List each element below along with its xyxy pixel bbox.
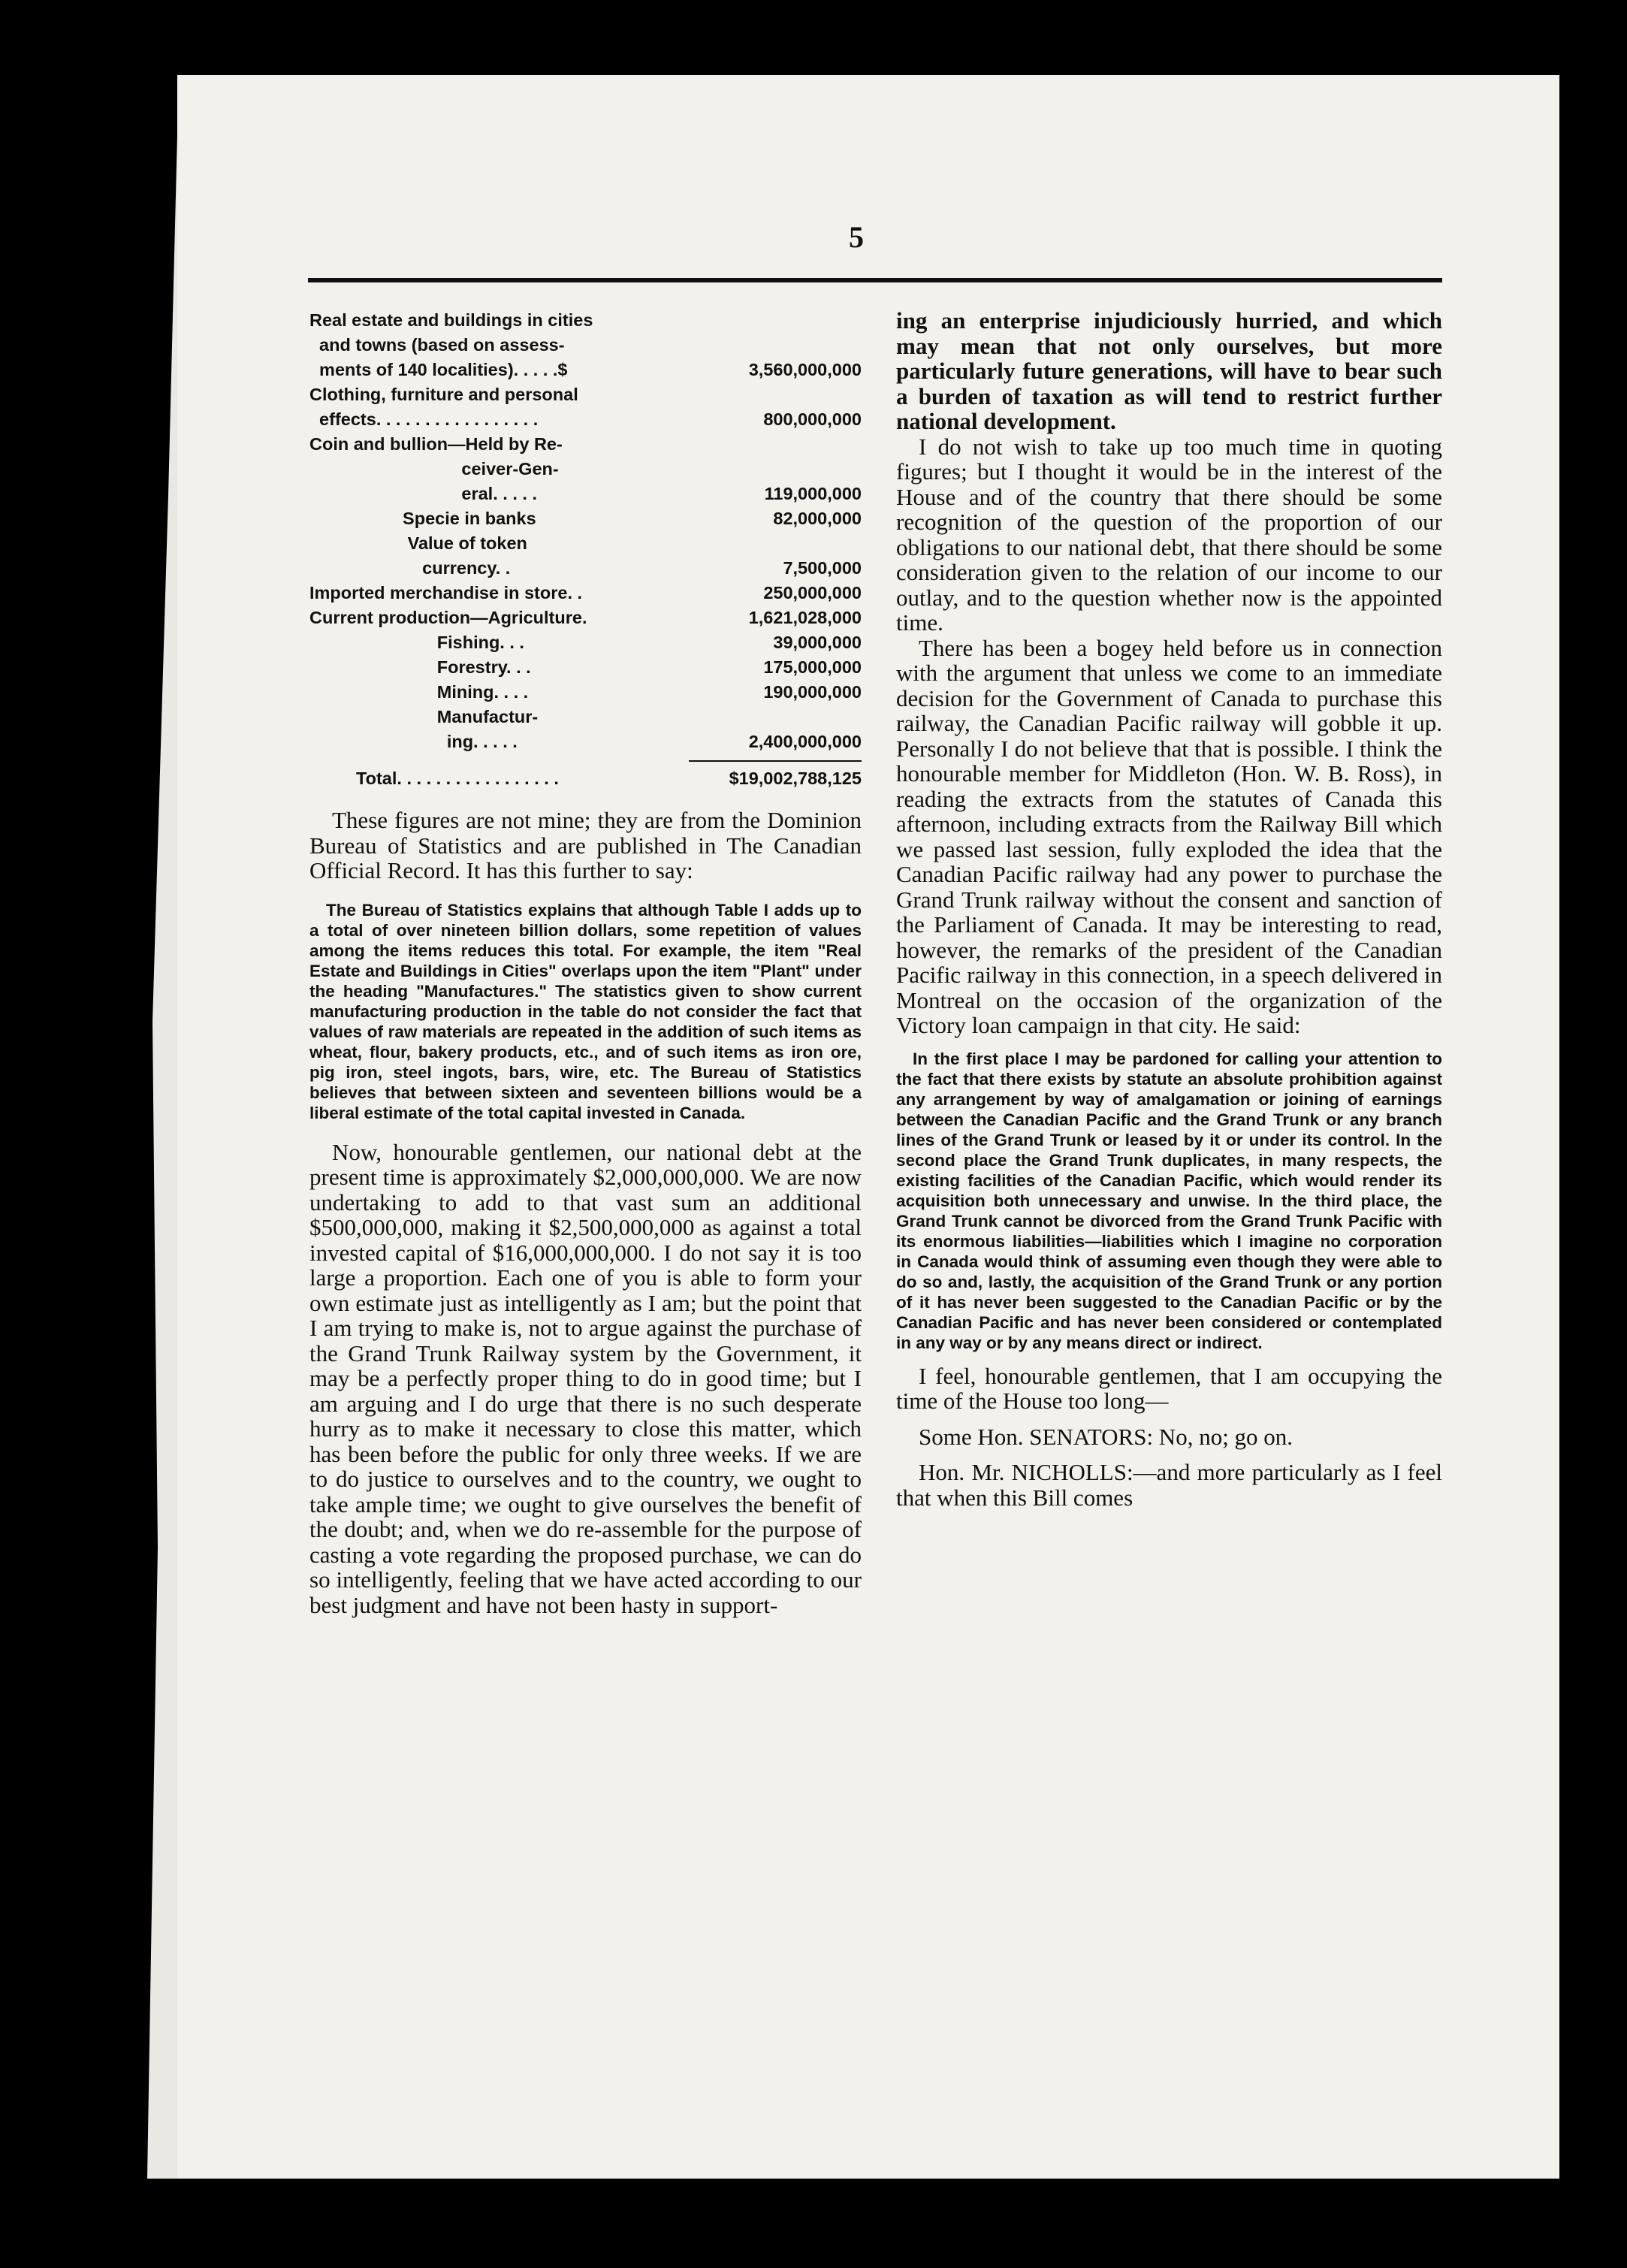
ledger-row-label: Current production—Agriculture. [309, 608, 587, 627]
ledger-row [309, 556, 862, 581]
bureau-statistics-quote: The Bureau of Statistics explains that although Table I adds up to a total of over nineteen billion dollars, some repetition of values among the items reduces this total. For example, the item "Real Estate and Buildings in Cities" overlaps upon the item "Plant" under the heading "Manufactures." The statistics given to show current manufacturing production in the table do not consider the fact that values of raw materials are repeated in the addition of such items as wheat, flour, bakery products, etc., and of such items as iron ore, pig iron, steel ingots, bars, wire, etc. The Bureau of Statistics believes that between sixteen and seventeen billions would be a liberal estimate of the total capital invested in Canada. [309, 900, 862, 1122]
sum-rule [689, 760, 862, 762]
ledger-row-amount: 800,000,000 [763, 409, 862, 429]
ledger-row [309, 680, 862, 705]
ledger-row [309, 457, 862, 482]
ledger-row-label: Specie in banks [309, 509, 536, 528]
ledger-row [309, 531, 862, 556]
left-paragraph: Now, honourable gentlemen, our national debt at the present time is approximately $2,000,000,000. We are now undertaking to add to that vast sum an additional $500,000,000, making it $2,500,000,000 as against a total invested capital of $16,000,000,000. I do not say it is too large a proportion. Each one of you is able to form your own estimate just as intelligently as I am; but the point that I am trying to make is, not to argue against the purchase of the Grand Trunk Railway system by the Government, it may be a perfectly proper thing to do in good time; but I am arguing and I do urge that there is no such desperate hurry as to make it necessary to close this matter, which has been before the public for only three weeks. If we are to do justice to ourselves and to the country, we ought to take ample time; we ought to give ourselves the benefit of the doubt; and, when we do re-assemble for the purpose of casting a vote regarding the proposed purchase, we can do so intelligently, feeling that we have acted according to our best judgment and have not been hasty in support- [309, 1138, 862, 1618]
ledger-row [309, 482, 862, 506]
ledger-row-label: Forestry. . . [309, 657, 531, 677]
right-paragraph: I feel, honourable gentlemen, that I am occupying the time of the House too long— [896, 1362, 1442, 1414]
ledger-row-amount: 82,000,000 [773, 509, 862, 528]
right-column [896, 308, 1442, 1510]
ledger-row [309, 506, 862, 531]
ledger-row-label: Coin and bullion—Held by Re- [309, 434, 563, 454]
left-column [309, 308, 862, 1617]
page-number: 5 [849, 220, 864, 254]
ledger-row [309, 308, 862, 333]
ledger-row-amount: 190,000,000 [763, 682, 862, 702]
ledger-row [309, 358, 862, 382]
ledger-row [309, 655, 862, 680]
ledger-row-amount: 175,000,000 [763, 657, 862, 677]
ledger-row-amount: 119,000,000 [764, 484, 862, 503]
ledger-row-label: ceiver-Gen- [309, 459, 559, 479]
ledger-row-label: Fishing. . . [309, 633, 524, 652]
ledger-row-label: Manufactur- [309, 707, 539, 726]
right-paragraph: I do not wish to take up too much time in quoting figures; but I thought it would be in the interest of the House and of the country that there should be some recognition of the question of the proportion of our obligations to our national debt, that there should be some consideration given to the relation of our income to our outlay, and to the question whether now is the appointed time. [896, 433, 1442, 636]
ledger-row [309, 407, 862, 432]
ledger-row [309, 606, 862, 630]
ledger-total-row [309, 766, 862, 791]
right-paragraph: Hon. Mr. NICHOLLS:—and more particularly as I feel that when this Bill comes [896, 1459, 1442, 1511]
ledger-row [309, 729, 862, 754]
right-paragraph: There has been a bogey held before us in connection with the argument that unless we come to an immediate decision for the Government of Canada to purchase this railway, the Canadian Pacific railway will gobble it up. Personally I do not believe that that is possible. I think the honourable member for Middleton (Hon. W. B. Ross), in reading the extracts from the statutes of Canada this afternoon, including extracts from the Railway Bill which we passed last session, fully exploded the idea that the Canadian Pacific railway had any power to purchase the Grand Trunk railway without the consent and sanction of the Parliament of Canada. It may be interesting to read, however, the remarks of the president of the Canadian Pacific railway in this connection, in a speech delivered in Montreal on the occasion of the organization of the Victory loan campaign in that city. He said: [896, 634, 1442, 1038]
ledger-row-amount: 39,000,000 [773, 633, 862, 652]
ledger-row-label: effects. . . . . . . . . . . . . . . . . [309, 409, 539, 429]
right-paragraph: ing an enterprise injudiciously hurried, and which may mean that not only ourselves, but more particularly future generations, will have to bear such a burden of taxation as will tend to restrict further national development. [896, 307, 1442, 434]
ledger-row-label: Mining. . . . [309, 682, 529, 702]
ledger-row-amount: 2,400,000,000 [748, 732, 862, 751]
ledger-row [309, 432, 862, 457]
ledger-row-label: ing. . . . . [309, 732, 518, 751]
ledger-row [309, 630, 862, 655]
ledger-row-amount: 1,621,028,000 [748, 608, 862, 627]
ledger-total-label: Total. . . . . . . . . . . . . . . . . [356, 769, 559, 788]
right-paragraph: Some Hon. SENATORS: No, no; go on. [919, 1423, 1293, 1450]
capital-ledger-table [309, 308, 862, 791]
ledger-row [309, 581, 862, 606]
ledger-total-amount: $19,002,788,125 [729, 769, 862, 788]
ledger-row-amount: 7,500,000 [783, 558, 862, 578]
ledger-row-amount: 3,560,000,000 [748, 360, 862, 379]
ledger-row-label: ments of 140 localities). . . . .$ [309, 360, 568, 379]
left-paragraph: These figures are not mine; they are from the Dominion Bureau of Statistics and are published in The Canadian Official Record. It has this further to say: [309, 807, 862, 883]
ledger-row-amount: 250,000,000 [763, 583, 862, 602]
ledger-row-label: Clothing, furniture and personal [309, 385, 578, 404]
ledger-row-label: and towns (based on assess- [309, 335, 565, 355]
ledger-row [309, 382, 862, 407]
ledger-row [309, 333, 862, 358]
ledger-row-label: Real estate and buildings in cities [309, 310, 593, 330]
ledger-row-label: Value of token [309, 533, 527, 553]
ledger-row-label: eral. . . . . [309, 484, 537, 503]
ledger-row-label: currency. . [309, 558, 511, 578]
ledger-row-label: Imported merchandise in store. . [309, 583, 583, 602]
header-rule [308, 278, 1442, 282]
cpr-president-quote: In the first place I may be pardoned for calling your attention to the fact that there exists by statute an absolute prohibition against any arrangement by way of amalgamation or joining of earnings between the Canadian Pacific and the Grand Trunk or any branch lines of the Grand Trunk or leased by it or under its control. In the second place the Grand Trunk duplicates, in many respects, the existing facilities of the Canadian Pacific, which would render its acquisition both unnecessary and unwise. In the third place, the Grand Trunk cannot be divorced from the Grand Trunk Pacific with its enormous liabilities—liabilities which I imagine no corporation in Canada would think of assuming even though they were able to do so and, lastly, the acquisition of the Grand Trunk or any portion of it has never been suggested to the Canadian Pacific or by the Canadian Pacific and has never been considered or contemplated in any way or by any means direct or indirect. [896, 1049, 1442, 1352]
ledger-row [309, 705, 862, 729]
